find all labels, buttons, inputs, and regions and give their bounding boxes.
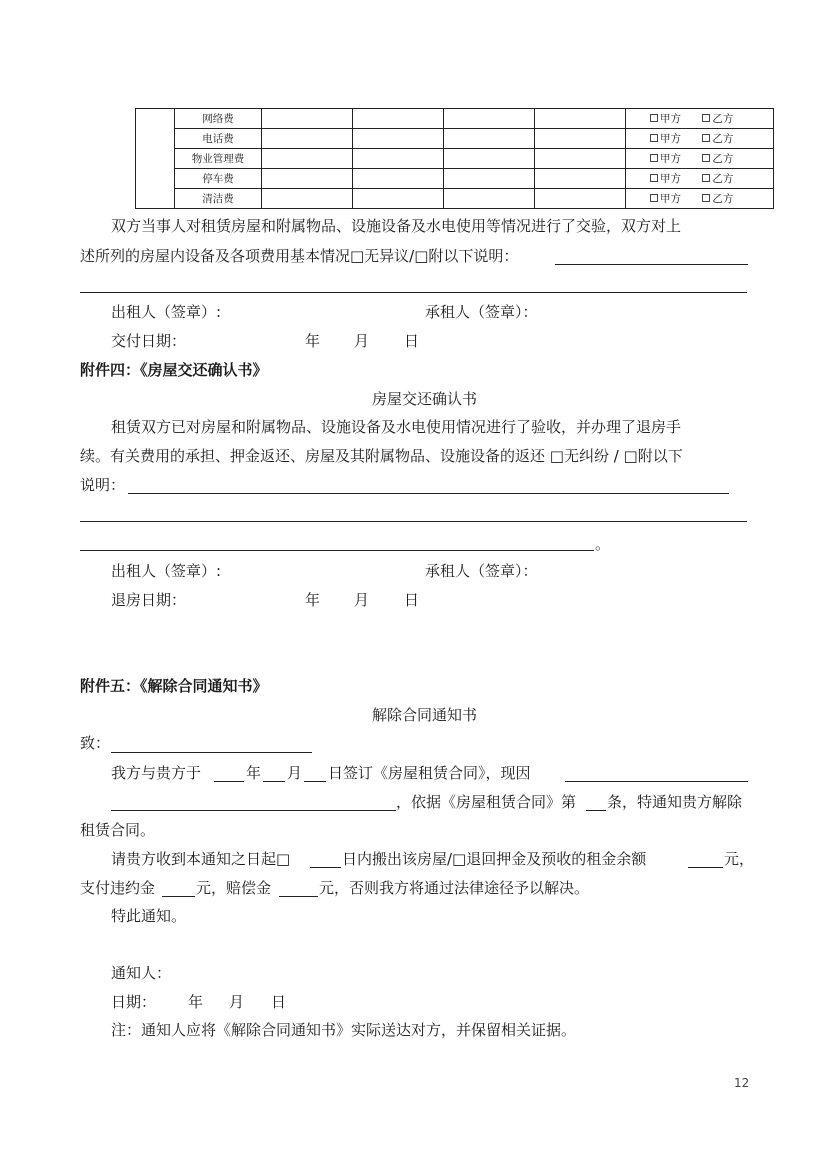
table-cell [444,149,535,169]
special-notice: 特此通知。 [111,907,187,925]
notifier-label: 通知人： [111,964,172,982]
checkbox-icon[interactable] [702,154,710,162]
checkbox-icon[interactable] [650,194,658,202]
table-cell [262,189,353,209]
delivery-year: 年 [305,332,321,350]
annex5-title: 解除合同通知书 [372,706,478,724]
sign-day-field[interactable] [304,781,326,782]
table-cell [262,129,353,149]
fee-name: 停车费 [175,169,262,189]
compensation-field[interactable] [279,896,318,897]
handover-note-line-2[interactable] [80,292,747,293]
table-cell [353,109,444,129]
days-field[interactable] [310,867,341,868]
return-day: 日 [404,591,420,609]
annex5-heading: 附件五：《解除合同通知书》 [80,677,268,695]
l5-part-b: 元，赔偿金 [196,879,272,897]
party-options [626,149,774,169]
annex4-title: 房屋交还确认书 [372,390,478,408]
return-date-label: 退房日期： [111,591,187,609]
checkbox-icon[interactable] [650,174,658,182]
option-party-b[interactable]: 乙方 [702,113,733,125]
table-cell [262,169,353,189]
annex4-note-line-2[interactable] [80,521,747,522]
recipient-label: 致： [80,734,111,752]
fee-table [135,108,774,209]
notice-footnote: 注：通知人应将《解除合同通知书》实际送达对方，并保留相关证据。 [111,1021,577,1039]
annex4-note-line-3[interactable] [80,550,594,551]
checkbox-icon[interactable] [650,154,658,162]
page-number: 12 [734,1076,750,1090]
table-cell [535,149,626,169]
table-cell [353,189,444,209]
annex4-end-mark: 。 [595,535,611,553]
option-party-a[interactable]: 甲方 [650,173,681,185]
annex4-note-line-1[interactable] [128,493,729,494]
fee-name: 清洁费 [175,189,262,209]
checkbox-icon[interactable] [702,194,710,202]
penalty-field[interactable] [162,896,195,897]
handover-para-line2: 述所列的房屋内设备及各项费用基本情况□无异议/□附以下说明： [80,247,519,265]
party-options [626,169,774,189]
table-cell [136,109,175,209]
l4-part-a: 请贵方收到本通知之日起□ [111,850,291,868]
option-party-b[interactable]: 乙方 [702,153,733,165]
fee-name: 电话费 [175,129,262,149]
delivery-day: 日 [404,332,420,350]
table-cell [535,129,626,149]
option-party-b[interactable]: 乙方 [702,133,733,145]
lessor-sign-label: 出租人（签章）: [111,303,222,321]
handover-note-line[interactable] [555,264,748,265]
l5-part-c: 元，否则我方将通过法律途径予以解决。 [319,879,590,897]
checkbox-icon[interactable] [702,114,710,122]
l1-part-c: 月 [287,764,303,782]
annex4-heading: 附件四：《房屋交还确认书》 [80,361,268,379]
annex4-line3: 说明： [80,476,126,494]
checkbox-icon[interactable] [702,174,710,182]
table-cell [353,149,444,169]
checkbox-icon[interactable] [650,134,658,142]
notice-day: 日 [271,993,287,1011]
l2-part-a: ，依据《房屋租赁合同》第 [396,793,577,811]
notice-date-label: 日期： [111,993,157,1011]
table-cell [353,129,444,149]
table-cell [535,189,626,209]
sign-month-field[interactable] [263,781,285,782]
table-row [136,149,774,169]
notice-month: 月 [229,993,245,1011]
delivery-date-label: 交付日期： [111,332,187,350]
notice-year: 年 [188,993,204,1011]
l3-text: 租赁合同。 [80,821,156,839]
fee-name: 网络费 [175,109,262,129]
party-options [626,109,774,129]
table-cell [444,109,535,129]
option-party-a[interactable]: 甲方 [650,153,681,165]
table-row [136,109,774,129]
table-row [136,129,774,149]
l2-part-b: 条，特通知贵方解除 [607,793,743,811]
delivery-month: 月 [354,332,370,350]
option-party-b[interactable]: 乙方 [702,193,733,205]
option-party-a[interactable]: 甲方 [650,133,681,145]
return-month: 月 [354,591,370,609]
l1-part-b: 年 [246,764,262,782]
reason-field-2[interactable] [111,810,396,811]
table-cell [444,189,535,209]
table-cell [444,169,535,189]
l4-part-b: 日内搬出该房屋/□退回押金及预收的租金余额 [342,850,647,868]
table-cell [444,129,535,149]
checkbox-icon[interactable] [702,134,710,142]
annex4-line1: 租赁双方已对房屋和附属物品、设施设备及水电使用情况进行了验收，并办理了退房手 [111,418,682,436]
lessee-sign-label: 承租人（签章）： [425,303,538,321]
option-party-b[interactable]: 乙方 [702,173,733,185]
l1-part-d: 日签订《房屋租赁合同》，现因 [328,764,531,782]
checkbox-icon[interactable] [650,114,658,122]
table-cell [262,109,353,129]
annex4-line2: 续。有关费用的承担、押金返还、房屋及其附属物品、设施设备的返还 □无纠纷 / □附以下 [80,447,683,465]
clause-number-field[interactable] [586,810,606,811]
option-party-a[interactable]: 甲方 [650,193,681,205]
table-cell [262,149,353,169]
return-year: 年 [305,591,321,609]
l4-part-c: 元， [724,850,755,868]
table-row [136,189,774,209]
party-options [626,189,774,209]
table-cell [535,169,626,189]
annex4-lessor-sign: 出租人（签章）: [111,562,222,580]
reason-field[interactable] [565,781,748,782]
l1-part-a: 我方与贵方于 [111,764,202,782]
table-row [136,169,774,189]
recipient-field[interactable] [111,752,312,753]
fee-name: 物业管理费 [175,149,262,169]
l5-part-a: 支付违约金 [80,879,156,897]
handover-para-line1: 双方当事人对租赁房屋和附属物品、设施设备及水电使用等情况进行了交验，双方对上 [111,217,682,235]
party-options [626,129,774,149]
option-party-a[interactable]: 甲方 [650,113,681,125]
rent-balance-field[interactable] [688,867,723,868]
table-cell [353,169,444,189]
table-cell [535,109,626,129]
annex4-lessee-sign: 承租人（签章）： [425,562,538,580]
sign-year-field[interactable] [214,781,244,782]
